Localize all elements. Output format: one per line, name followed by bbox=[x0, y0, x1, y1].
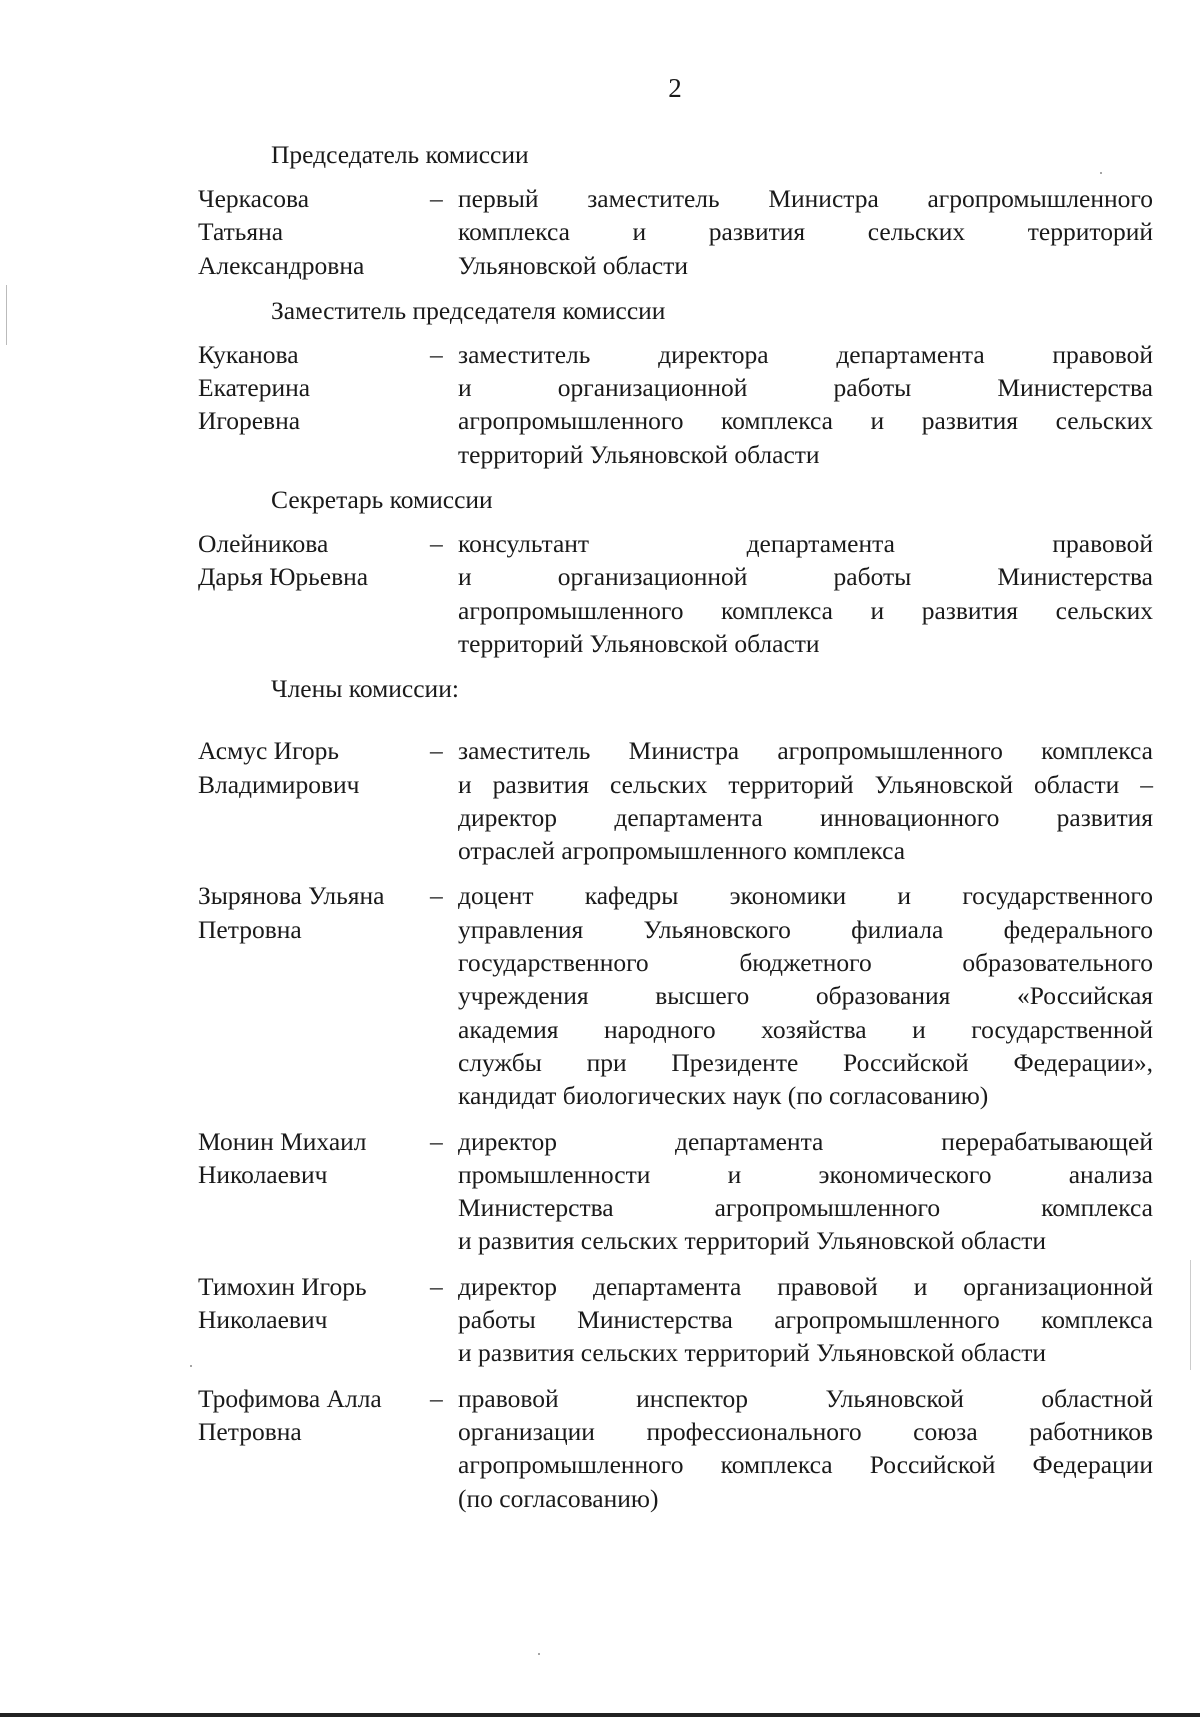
section-title: Председатель комиссии bbox=[271, 140, 529, 169]
member-position-line: директор департамента правовой и организационной bbox=[458, 1271, 1153, 1301]
member-position-line: заместитель Министра агропромышленного комплекса bbox=[458, 736, 1153, 766]
member-name bbox=[198, 1125, 428, 1258]
member-position-line: консультант департамента правовой bbox=[458, 529, 1153, 559]
member-position-line: комплекса и развития сельских территорий bbox=[458, 217, 1153, 247]
member-position bbox=[458, 527, 1153, 660]
member-name-line: Дарья Юрьевна bbox=[198, 562, 369, 592]
section-title: Члены комиссии: bbox=[271, 674, 459, 704]
member-entry bbox=[198, 879, 1153, 1112]
member-position-line: службы при Президенте Российской Федерации», bbox=[458, 1047, 1153, 1077]
member-name-line: Куканова bbox=[198, 339, 299, 369]
member-position-line: и развития сельских территорий Ульяновской области bbox=[458, 1338, 1047, 1368]
member-position-line: директор департамента инновационного развития bbox=[458, 802, 1153, 832]
member-position-line: академия народного хозяйства и государственной bbox=[458, 1014, 1153, 1044]
member-name-line: Петровна bbox=[198, 914, 302, 944]
member-position-line: и развития сельских территорий Ульяновской области – bbox=[458, 769, 1153, 799]
member-name-line: Игоревна bbox=[198, 406, 301, 436]
member-name-line: Николаевич bbox=[198, 1305, 328, 1335]
member-name bbox=[198, 527, 428, 660]
member-position bbox=[458, 879, 1153, 1112]
member-position-line: первый заместитель Министра агропромышленного bbox=[458, 184, 1153, 213]
member-position-line: и развития сельских территорий Ульяновской области bbox=[458, 1226, 1047, 1256]
member-position bbox=[458, 734, 1153, 867]
member-name bbox=[198, 1270, 428, 1370]
member-position-line: агропромышленного комплекса Российской Федерации bbox=[458, 1450, 1153, 1480]
member-position-line: территорий Ульяновской области bbox=[458, 439, 820, 469]
member-position-line: (по согласованию) bbox=[458, 1483, 659, 1513]
member-name-line: Владимирович bbox=[198, 769, 360, 799]
member-position-line: управления Ульяновского филиала федерального bbox=[458, 914, 1153, 944]
member-name-line: Асмус Игорь bbox=[198, 736, 340, 766]
member-position-line: Ульяновской области bbox=[458, 250, 688, 280]
member-name-line: Трофимова Алла bbox=[198, 1383, 382, 1413]
member-name-line: Екатерина bbox=[198, 373, 311, 403]
member-name bbox=[198, 1382, 428, 1515]
member-entry bbox=[198, 1270, 1153, 1370]
page-number: 2 bbox=[668, 73, 682, 103]
member-position-line: доцент кафедры экономики и государственного bbox=[458, 881, 1153, 911]
scan-artifact-right bbox=[1190, 1260, 1191, 1370]
commission-list bbox=[198, 138, 1153, 1527]
dash-separator: – bbox=[430, 339, 443, 369]
member-position-line: агропромышленного комплекса и развития сельских bbox=[458, 595, 1153, 625]
member-position bbox=[458, 1270, 1153, 1370]
member-position bbox=[458, 182, 1153, 282]
member-position bbox=[458, 338, 1153, 471]
dash-separator: – bbox=[430, 529, 443, 559]
member-entry bbox=[198, 527, 1153, 660]
member-position-line: учреждения высшего образования «Российская bbox=[458, 981, 1153, 1011]
member-position-line: и организационной работы Министерства bbox=[458, 562, 1153, 592]
dash-separator: – bbox=[430, 881, 443, 911]
member-position-line: директор департамента перерабатывающей bbox=[458, 1126, 1153, 1156]
scan-dot bbox=[538, 1653, 540, 1655]
dash-separator: – bbox=[430, 184, 443, 213]
member-position-line: правовой инспектор Ульяновской областной bbox=[458, 1383, 1153, 1413]
dash-separator: – bbox=[430, 1126, 443, 1156]
member-name-line: Зырянова Ульяна bbox=[198, 881, 385, 911]
member-position-line: кандидат биологических наук (по согласованию) bbox=[458, 1081, 989, 1111]
section-title: Секретарь комиссии bbox=[271, 485, 493, 515]
member-name-line: Черкасова bbox=[198, 184, 310, 213]
member-entry bbox=[198, 182, 1153, 282]
member-name-line: Александровна bbox=[198, 250, 365, 280]
member-position-line: заместитель директора департамента правовой bbox=[458, 339, 1153, 369]
section-title: Заместитель председателя комиссии bbox=[271, 295, 666, 325]
member-name bbox=[198, 338, 428, 471]
scan-bottom-edge bbox=[0, 1713, 1200, 1717]
member-name bbox=[198, 182, 428, 282]
member-position bbox=[458, 1382, 1153, 1515]
member-entry bbox=[198, 338, 1153, 471]
member-position-line: отраслей агропромышленного комплекса bbox=[458, 836, 906, 866]
member-name-line: Олейникова bbox=[198, 529, 329, 559]
member-entry bbox=[198, 734, 1153, 867]
member-name-line: Тимохин Игорь bbox=[198, 1271, 367, 1301]
member-position-line: территорий Ульяновской области bbox=[458, 628, 820, 658]
member-name-line: Татьяна bbox=[198, 217, 284, 247]
member-entry bbox=[198, 1382, 1153, 1515]
member-name bbox=[198, 879, 428, 1112]
member-name-line: Монин Михаил bbox=[198, 1126, 367, 1156]
dash-separator: – bbox=[430, 1383, 443, 1413]
scan-dot bbox=[190, 1365, 192, 1367]
member-position bbox=[458, 1125, 1153, 1258]
member-position-line: государственного бюджетного образовательного bbox=[458, 948, 1153, 978]
member-entry bbox=[198, 1125, 1153, 1258]
member-position-line: и организационной работы Министерства bbox=[458, 373, 1153, 403]
member-position-line: работы Министерства агропромышленного комплекса bbox=[458, 1305, 1153, 1335]
member-position-line: Министерства агропромышленного комплекса bbox=[458, 1193, 1153, 1223]
scan-dot bbox=[1100, 172, 1102, 174]
dash-separator: – bbox=[430, 1271, 443, 1301]
member-position-line: организации профессионального союза работников bbox=[458, 1416, 1153, 1446]
member-name-line: Петровна bbox=[198, 1416, 302, 1446]
dash-separator: – bbox=[430, 736, 443, 766]
member-position-line: агропромышленного комплекса и развития сельских bbox=[458, 406, 1153, 436]
member-name bbox=[198, 734, 428, 867]
member-position-line: промышленности и экономического анализа bbox=[458, 1159, 1153, 1189]
scan-artifact-left bbox=[6, 285, 7, 345]
member-name-line: Николаевич bbox=[198, 1159, 328, 1189]
